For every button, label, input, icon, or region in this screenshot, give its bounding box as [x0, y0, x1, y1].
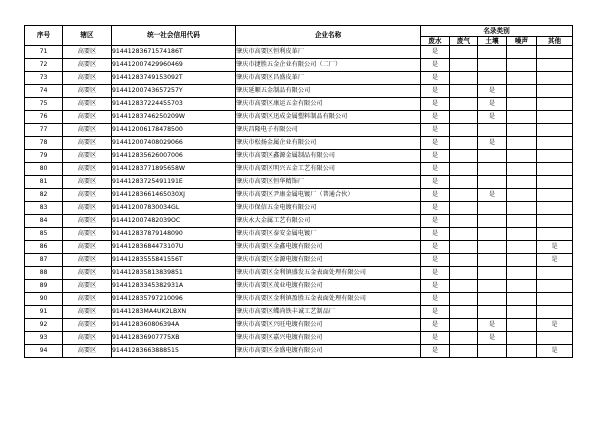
category-other-cell — [537, 150, 573, 163]
category-wastewater-cell: 是 — [421, 228, 450, 241]
category-wastewater-cell: 是 — [421, 215, 450, 228]
district-cell: 高要区 — [63, 85, 112, 98]
company-name-cell: 肇庆永大金属工艺有限公司 — [236, 215, 421, 228]
credit-code-cell: 91441283671574186T — [112, 46, 236, 59]
category-soil-cell: 是 — [478, 98, 507, 111]
category-noise-cell — [507, 280, 537, 293]
category-soil-cell — [478, 59, 507, 72]
row-number-cell: 90 — [25, 293, 63, 306]
table-body — [25, 46, 573, 358]
table-row — [25, 124, 573, 137]
category-noise-cell — [507, 189, 537, 202]
table-row — [25, 98, 573, 111]
company-name-cell: 肇庆昌隆电子有限公司 — [236, 124, 421, 137]
category-wastewater-cell: 是 — [421, 241, 450, 254]
category-soil-cell — [478, 280, 507, 293]
category-other-cell — [537, 98, 573, 111]
row-number-cell: 92 — [25, 319, 63, 332]
category-noise-cell — [507, 137, 537, 150]
row-number-cell: 93 — [25, 332, 63, 345]
category-other-cell — [537, 228, 573, 241]
category-exhaust-cell — [450, 228, 478, 241]
credit-code-cell: 91441283555841556T — [112, 254, 236, 267]
table-row — [25, 59, 573, 72]
category-wastewater-cell: 是 — [421, 176, 450, 189]
table-row — [25, 163, 573, 176]
company-name-cell: 肇庆市保信五金电镀有限公司 — [236, 202, 421, 215]
category-soil-cell — [478, 46, 507, 59]
table-row — [25, 150, 573, 163]
category-soil-cell — [478, 72, 507, 85]
district-cell: 高要区 — [63, 137, 112, 150]
credit-code-cell: 914412837879148090 — [112, 228, 236, 241]
category-noise-cell — [507, 150, 537, 163]
header-credit-code: 统一社会信用代码 — [112, 26, 236, 46]
category-noise-cell — [507, 46, 537, 59]
category-exhaust-cell — [450, 319, 478, 332]
category-other-cell — [537, 293, 573, 306]
category-other-cell — [537, 189, 573, 202]
category-noise-cell — [507, 306, 537, 319]
category-other-cell — [537, 59, 573, 72]
credit-code-cell: 91441283661465030XJ — [112, 189, 236, 202]
company-name-cell: 肇庆市高要区尹康金属电镀厂（普通合伙） — [236, 189, 421, 202]
district-cell: 高要区 — [63, 254, 112, 267]
category-noise-cell — [507, 111, 537, 124]
district-cell: 高要区 — [63, 215, 112, 228]
category-exhaust-cell — [450, 267, 478, 280]
header-company-name: 企业名称 — [236, 26, 421, 46]
category-noise-cell — [507, 215, 537, 228]
company-name-cell: 肇庆市高要区蝶尚铁丰诚工艺制品厂 — [236, 306, 421, 319]
category-soil-cell — [478, 306, 507, 319]
table-row — [25, 254, 573, 267]
category-noise-cell — [507, 163, 537, 176]
district-cell: 高要区 — [63, 306, 112, 319]
category-exhaust-cell — [450, 202, 478, 215]
company-name-cell: 肇庆市高要区茂业电镀有限公司 — [236, 280, 421, 293]
category-other-cell: 是 — [537, 345, 573, 358]
district-cell: 高要区 — [63, 59, 112, 72]
table-row — [25, 241, 573, 254]
category-exhaust-cell — [450, 293, 478, 306]
category-wastewater-cell: 是 — [421, 59, 450, 72]
category-other-cell — [537, 163, 573, 176]
company-name-cell: 肇庆市捷胜五金企业有限公司（二厂） — [236, 59, 421, 72]
row-number-cell: 78 — [25, 137, 63, 150]
category-exhaust-cell — [450, 345, 478, 358]
category-exhaust-cell — [450, 85, 478, 98]
header-district: 辖区 — [63, 26, 112, 46]
credit-code-cell: 91441283725491191E — [112, 176, 236, 189]
category-noise-cell — [507, 254, 537, 267]
category-noise-cell — [507, 176, 537, 189]
company-name-cell: 肇庆市高要区嘉兴电镀有限公司 — [236, 332, 421, 345]
district-cell: 高要区 — [63, 228, 112, 241]
credit-code-cell: 914412835626007006 — [112, 150, 236, 163]
row-number-cell: 84 — [25, 215, 63, 228]
category-exhaust-cell — [450, 189, 478, 202]
enterprise-roster-table — [24, 25, 573, 358]
category-other-cell — [537, 124, 573, 137]
row-number-cell: 94 — [25, 345, 63, 358]
category-wastewater-cell: 是 — [421, 293, 450, 306]
company-name-cell: 肇庆市高要区鑫源金属制品有限公司 — [236, 150, 421, 163]
table-row — [25, 46, 573, 59]
table-row — [25, 267, 573, 280]
category-other-cell — [537, 202, 573, 215]
credit-code-cell: 914412836907775XB — [112, 332, 236, 345]
category-wastewater-cell: 是 — [421, 319, 450, 332]
category-wastewater-cell: 是 — [421, 280, 450, 293]
table-row — [25, 215, 573, 228]
header-category-noise: 噪声 — [507, 37, 537, 46]
category-soil-cell: 是 — [478, 189, 507, 202]
category-wastewater-cell: 是 — [421, 332, 450, 345]
district-cell: 高要区 — [63, 72, 112, 85]
table-row — [25, 72, 573, 85]
credit-code-cell: 91441283771895658W — [112, 163, 236, 176]
credit-code-cell: 914412006178478500 — [112, 124, 236, 137]
category-noise-cell — [507, 202, 537, 215]
table-row — [25, 280, 573, 293]
category-wastewater-cell: 是 — [421, 254, 450, 267]
category-wastewater-cell: 是 — [421, 46, 450, 59]
table-row — [25, 85, 573, 98]
category-exhaust-cell — [450, 176, 478, 189]
row-number-cell: 75 — [25, 98, 63, 111]
district-cell: 高要区 — [63, 345, 112, 358]
category-wastewater-cell: 是 — [421, 137, 450, 150]
category-soil-cell — [478, 267, 507, 280]
row-number-cell: 91 — [25, 306, 63, 319]
district-cell: 高要区 — [63, 98, 112, 111]
row-number-cell: 79 — [25, 150, 63, 163]
category-exhaust-cell — [450, 332, 478, 345]
category-soil-cell — [478, 293, 507, 306]
company-name-cell: 肇庆市高要区恒利皮革厂 — [236, 46, 421, 59]
company-name-cell: 肇庆市高要区金利镇盈胜五金表面处理有限公司 — [236, 293, 421, 306]
row-number-cell: 77 — [25, 124, 63, 137]
table-row — [25, 319, 573, 332]
category-exhaust-cell — [450, 111, 478, 124]
header-category-soil: 土壤 — [478, 37, 507, 46]
header-category-exhaust: 废气 — [450, 37, 478, 46]
category-noise-cell — [507, 98, 537, 111]
company-name-cell: 肇庆市高要区金利镇盛发五金表面处理有限公司 — [236, 267, 421, 280]
district-cell: 高要区 — [63, 111, 112, 124]
district-cell: 高要区 — [63, 280, 112, 293]
company-name-cell: 肇庆市高要区恒华精饰厂 — [236, 176, 421, 189]
category-soil-cell — [478, 241, 507, 254]
credit-code-cell: 914412835797210096 — [112, 293, 236, 306]
category-wastewater-cell: 是 — [421, 150, 450, 163]
category-other-cell — [537, 332, 573, 345]
row-number-cell: 86 — [25, 241, 63, 254]
category-soil-cell — [478, 150, 507, 163]
table-row — [25, 137, 573, 150]
district-cell: 高要区 — [63, 293, 112, 306]
credit-code-cell: 91441283746250209W — [112, 111, 236, 124]
category-exhaust-cell — [450, 306, 478, 319]
company-name-cell: 肇庆市松扬金属企业有限公司 — [236, 137, 421, 150]
row-number-cell: 74 — [25, 85, 63, 98]
district-cell: 高要区 — [63, 332, 112, 345]
header-category-other: 其他 — [537, 37, 573, 46]
credit-code-cell: 914412835813839851 — [112, 267, 236, 280]
header-no: 序号 — [25, 26, 63, 46]
district-cell: 高要区 — [63, 319, 112, 332]
table-row — [25, 345, 573, 358]
credit-code-cell: 914412007408029066 — [112, 137, 236, 150]
category-exhaust-cell — [450, 163, 478, 176]
category-exhaust-cell — [450, 98, 478, 111]
credit-code-cell: 91441283MA4UK2LBXN — [112, 306, 236, 319]
category-soil-cell — [478, 215, 507, 228]
company-name-cell: 肇庆延顺五金制品有限公司 — [236, 85, 421, 98]
company-name-cell: 肇庆市高要区泰安金属电镀厂 — [236, 228, 421, 241]
district-cell: 高要区 — [63, 176, 112, 189]
company-name-cell: 肇庆市高要区昌盛皮革厂 — [236, 72, 421, 85]
table-row — [25, 332, 573, 345]
company-name-cell: 肇庆市高要区康运五金有限公司 — [236, 98, 421, 111]
category-noise-cell — [507, 241, 537, 254]
credit-code-cell: 914412007482039OC — [112, 215, 236, 228]
category-exhaust-cell — [450, 46, 478, 59]
district-cell: 高要区 — [63, 267, 112, 280]
category-soil-cell — [478, 345, 507, 358]
category-noise-cell — [507, 345, 537, 358]
credit-code-cell: 91441283749153092T — [112, 72, 236, 85]
company-name-cell: 肇庆市高要区迅成金属塑料制品有限公司 — [236, 111, 421, 124]
category-wastewater-cell: 是 — [421, 345, 450, 358]
category-exhaust-cell — [450, 124, 478, 137]
category-other-cell — [537, 306, 573, 319]
company-name-cell: 肇庆市高要区兴旺电镀有限公司 — [236, 319, 421, 332]
category-wastewater-cell: 是 — [421, 163, 450, 176]
district-cell: 高要区 — [63, 124, 112, 137]
company-name-cell: 肇庆市高要区金源电镀有限公司 — [236, 254, 421, 267]
category-wastewater-cell: 是 — [421, 202, 450, 215]
table-row — [25, 306, 573, 319]
table-row — [25, 202, 573, 215]
category-soil-cell — [478, 124, 507, 137]
category-other-cell: 是 — [537, 241, 573, 254]
header-category-group: 名录类别 — [421, 26, 573, 37]
row-number-cell: 87 — [25, 254, 63, 267]
category-exhaust-cell — [450, 137, 478, 150]
category-exhaust-cell — [450, 215, 478, 228]
row-number-cell: 83 — [25, 202, 63, 215]
category-noise-cell — [507, 293, 537, 306]
row-number-cell: 72 — [25, 59, 63, 72]
category-wastewater-cell: 是 — [421, 85, 450, 98]
credit-code-cell: 91441200743657257Y — [112, 85, 236, 98]
category-soil-cell — [478, 254, 507, 267]
category-other-cell — [537, 85, 573, 98]
company-name-cell: 肇庆市高要区金盛电镀有限公司 — [236, 345, 421, 358]
category-exhaust-cell — [450, 150, 478, 163]
category-noise-cell — [507, 267, 537, 280]
category-soil-cell — [478, 176, 507, 189]
category-other-cell: 是 — [537, 319, 573, 332]
category-wastewater-cell: 是 — [421, 98, 450, 111]
credit-code-cell: 914412007830034GL — [112, 202, 236, 215]
category-soil-cell: 是 — [478, 85, 507, 98]
row-number-cell: 88 — [25, 267, 63, 280]
credit-code-cell: 914412007429960469 — [112, 59, 236, 72]
category-noise-cell — [507, 124, 537, 137]
category-exhaust-cell — [450, 59, 478, 72]
company-name-cell: 肇庆市高要区金鑫电镀有限公司 — [236, 241, 421, 254]
category-exhaust-cell — [450, 241, 478, 254]
category-noise-cell — [507, 72, 537, 85]
credit-code-cell: 914412837224455703 — [112, 98, 236, 111]
category-other-cell — [537, 280, 573, 293]
row-number-cell: 85 — [25, 228, 63, 241]
row-number-cell: 89 — [25, 280, 63, 293]
row-number-cell: 73 — [25, 72, 63, 85]
table-row — [25, 176, 573, 189]
row-number-cell: 82 — [25, 189, 63, 202]
row-number-cell: 71 — [25, 46, 63, 59]
category-other-cell — [537, 46, 573, 59]
category-exhaust-cell — [450, 254, 478, 267]
credit-code-cell: 91441283684473107U — [112, 241, 236, 254]
district-cell: 高要区 — [63, 241, 112, 254]
category-soil-cell — [478, 202, 507, 215]
category-wastewater-cell: 是 — [421, 111, 450, 124]
company-name-cell: 肇庆市高要区明兴五金工艺有限公司 — [236, 163, 421, 176]
row-number-cell: 76 — [25, 111, 63, 124]
district-cell: 高要区 — [63, 150, 112, 163]
district-cell: 高要区 — [63, 163, 112, 176]
table-row — [25, 189, 573, 202]
table-row — [25, 228, 573, 241]
table-row — [25, 111, 573, 124]
category-soil-cell: 是 — [478, 332, 507, 345]
category-soil-cell: 是 — [478, 111, 507, 124]
category-noise-cell — [507, 319, 537, 332]
table-header — [25, 26, 573, 46]
district-cell: 高要区 — [63, 189, 112, 202]
category-exhaust-cell — [450, 280, 478, 293]
category-wastewater-cell: 是 — [421, 306, 450, 319]
credit-code-cell: 91441283345382931A — [112, 280, 236, 293]
category-other-cell: 是 — [537, 254, 573, 267]
category-wastewater-cell: 是 — [421, 267, 450, 280]
credit-code-cell: 9144128360806394A — [112, 319, 236, 332]
category-noise-cell — [507, 85, 537, 98]
table-row — [25, 293, 573, 306]
header-category-wastewater: 废水 — [421, 37, 450, 46]
category-other-cell — [537, 72, 573, 85]
category-other-cell — [537, 215, 573, 228]
category-soil-cell — [478, 163, 507, 176]
category-noise-cell — [507, 59, 537, 72]
category-soil-cell — [478, 228, 507, 241]
category-exhaust-cell — [450, 72, 478, 85]
category-other-cell — [537, 176, 573, 189]
category-wastewater-cell: 是 — [421, 72, 450, 85]
category-wastewater-cell: 是 — [421, 189, 450, 202]
category-noise-cell — [507, 228, 537, 241]
credit-code-cell: 91441283663888515 — [112, 345, 236, 358]
district-cell: 高要区 — [63, 202, 112, 215]
category-other-cell — [537, 267, 573, 280]
district-cell: 高要区 — [63, 46, 112, 59]
category-soil-cell: 是 — [478, 137, 507, 150]
category-soil-cell: 是 — [478, 319, 507, 332]
category-noise-cell — [507, 332, 537, 345]
category-wastewater-cell: 是 — [421, 124, 450, 137]
row-number-cell: 80 — [25, 163, 63, 176]
row-number-cell: 81 — [25, 176, 63, 189]
category-other-cell — [537, 137, 573, 150]
category-other-cell — [537, 111, 573, 124]
